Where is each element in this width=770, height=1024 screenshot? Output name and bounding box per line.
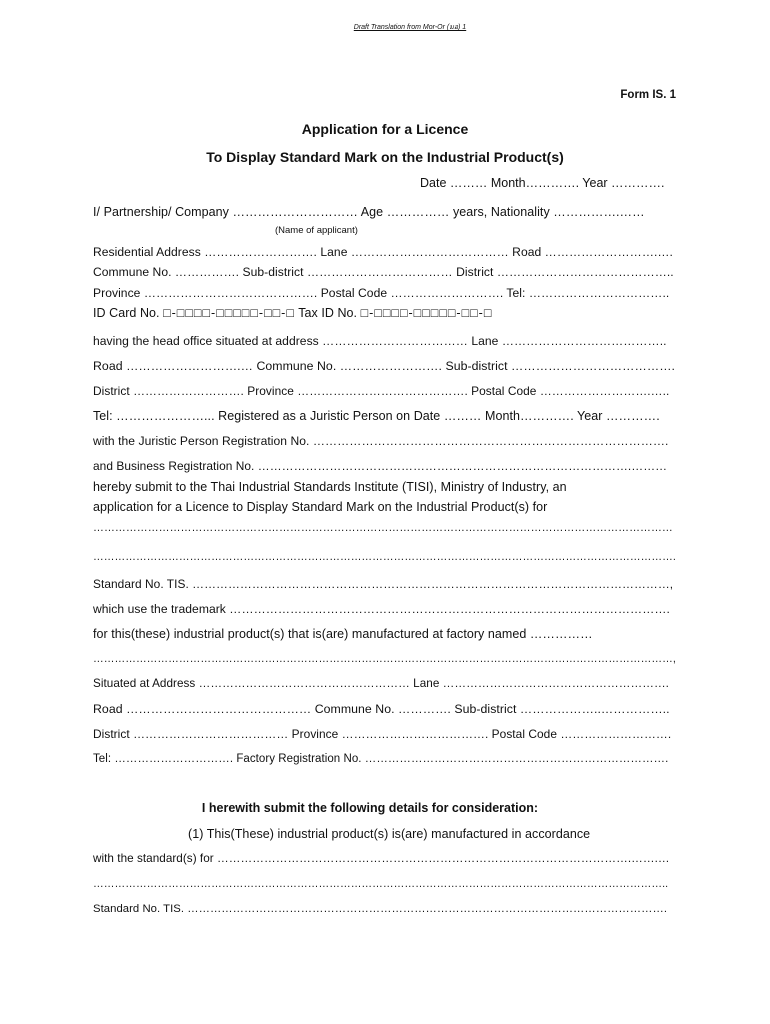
trademark-line: which use the trademark ………………………………………………………………………………………………. — [93, 602, 670, 616]
blank-line-4: …………………………………………………………………………………………………………………………………………….. — [93, 878, 669, 890]
tel-registered-line: Tel: …………………... Registered as a Juristic Person on Date ……… Month…………. Year …………. — [93, 409, 660, 423]
blank-line-1: …………………………………………………………………………………………………………………………………………… — [93, 522, 673, 534]
district-province-line: District ………………………. Province ……………………………………. Postal Code ……………………….….. — [93, 384, 670, 398]
form-subtitle: To Display Standard Mark on the Industrial Product(s) — [206, 149, 564, 165]
factory-named-line: for this(these) industrial product(s) that is(are) manufactured at factory named …………… — [93, 627, 593, 641]
juristic-registration-line: with the Juristic Person Registration No. ……………………………………………………………………………. — [93, 434, 669, 448]
standard-no-line-2: Standard No. TIS. ………………………………………………………………………………………………………………. — [93, 903, 668, 915]
commune-line: Commune No. ……………. Sub-district ……………………………… District …………………………………….. — [93, 265, 674, 279]
form-number: Form IS. 1 — [620, 89, 676, 101]
factory-tel-line: Tel: …………………………. Factory Registration No. ……………………………………………………………………. — [93, 753, 669, 765]
factory-road-commune-line: Road ……………………………………… Commune No. …………. Sub-district ………………..…………….. — [93, 702, 670, 716]
factory-district-province-line: District ………………………………… Province ………………………………. Postal Code ………………………. — [93, 727, 672, 741]
blank-line-3: ………………………………………………………………………………………………………………………………………………, — [93, 653, 676, 665]
submit-line-2: application for a Licence to Display Standard Mark on the Industrial Product(s) for — [93, 500, 548, 514]
detail-item-1: (1) This(These) industrial product(s) is(are) manufactured in accordance — [188, 827, 591, 841]
details-heading: I herewith submit the following details for consideration: — [201, 801, 539, 815]
business-registration-line: and Business Registration No. ………………………………………………………………………………….……… — [93, 459, 668, 473]
blank-line-2: ………………………………………………………………………………………………………………………………………………. — [93, 551, 676, 563]
with-standards-line: with the standard(s) for …………………………………………………………………………………………….…….… — [93, 852, 670, 865]
submit-line-1: hereby submit to the Thai Industrial Standards Institute (TISI), Ministry of Industry, an — [93, 480, 567, 494]
id-tax-line — [93, 305, 492, 321]
situated-address-line: Situated at Address ……………………………………………… Lane …………………………………………………. — [93, 677, 669, 690]
draft-translation-header: Draft Translation from Mor-Or (มอ) 1 — [353, 24, 467, 31]
residential-address-line: Residential Address ………………………. Lane ………………………………… Road ……………………….…. — [93, 245, 673, 259]
id-card-label: ID Card No. — [93, 306, 160, 320]
id-card-boxes: □-□□□□-□□□□□-□□-□ — [163, 306, 295, 320]
head-office-line: having the head office situated at address ……………………………… Lane ………………………………….. — [93, 334, 667, 348]
standard-no-line: Standard No. TIS. …………………………………………………………………………………………………………, — [93, 577, 674, 591]
form-title: Application for a Licence — [301, 121, 469, 137]
road-commune-line: Road ……………………….… Commune No. ……………………. Sub-district …………………………………. — [93, 359, 676, 373]
applicant-note: (Name of applicant) — [275, 225, 358, 236]
applicant-line: I/ Partnership/ Company ………………………… Age …………… years, Nationality …………….…… — [93, 205, 645, 219]
province-line: Province ……………………………………. Postal Code ………………………. Tel: …………………………….. — [93, 286, 670, 300]
tax-id-boxes: □-□□□□-□□□□□-□□-□ — [360, 306, 493, 320]
tax-id-label: Tax ID No. — [298, 306, 358, 320]
date-line: Date ……… Month…………. Year …………. — [420, 176, 665, 190]
